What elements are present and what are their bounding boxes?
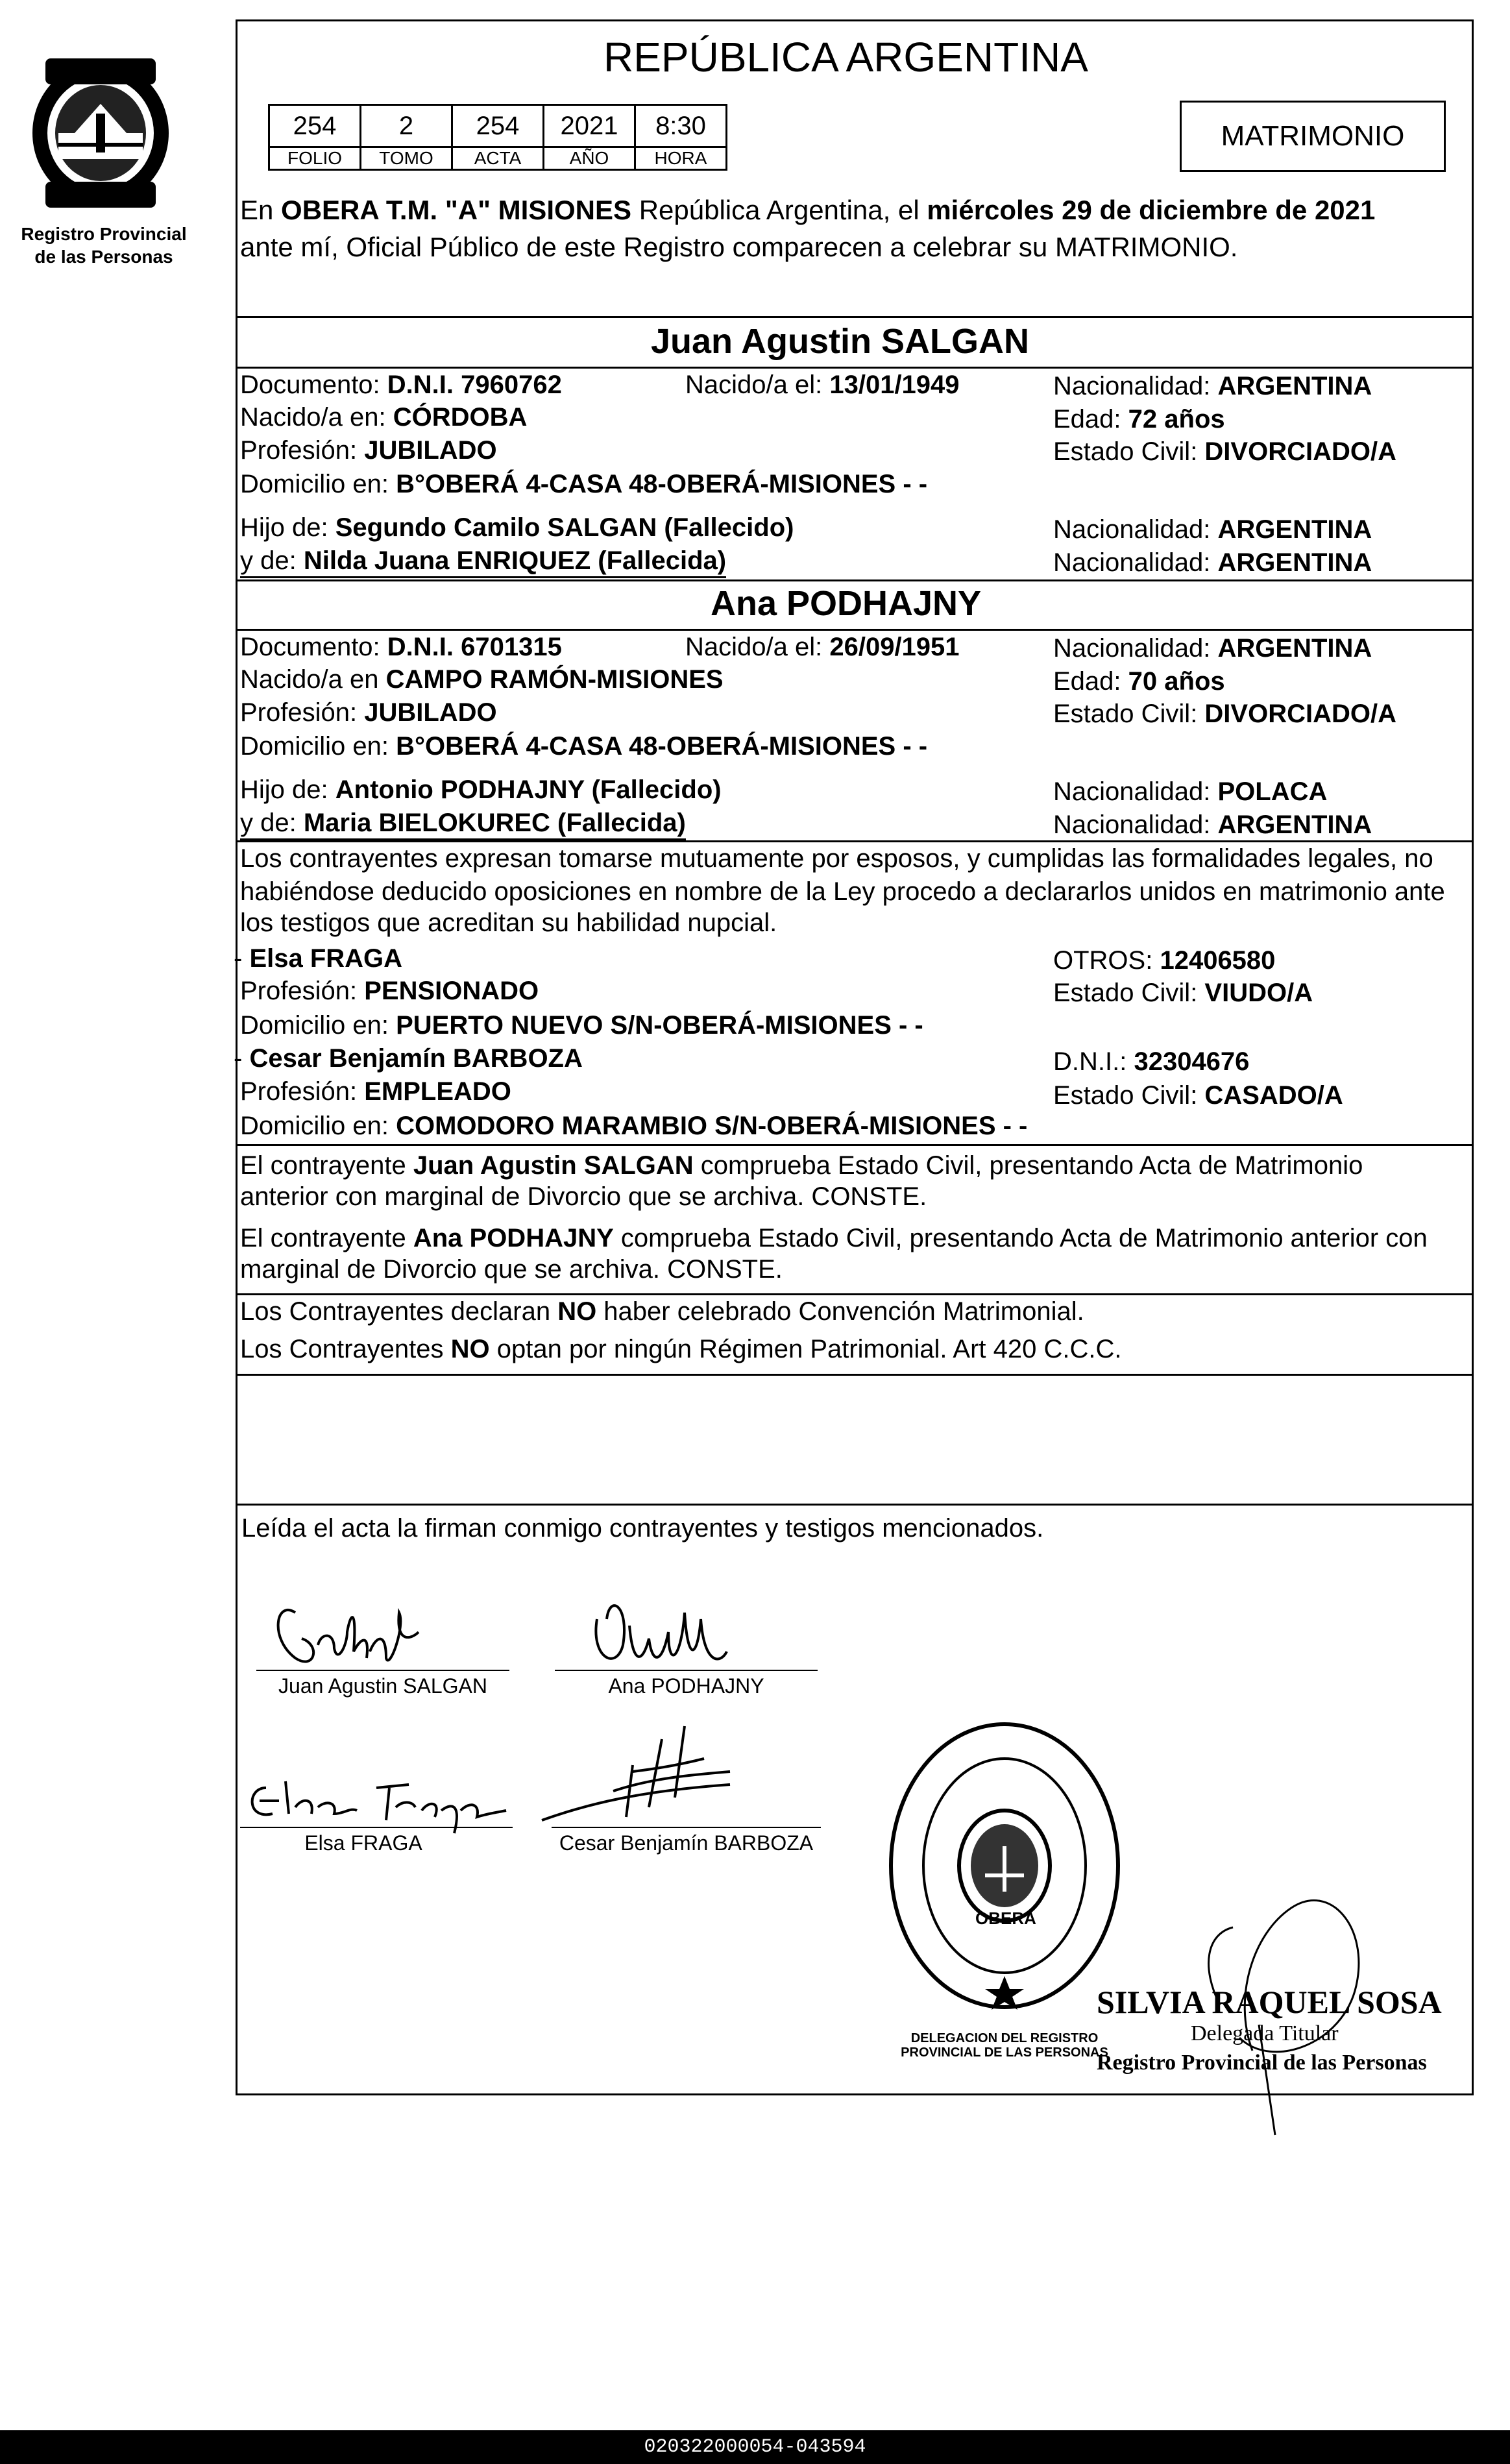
witness1-name: - Elsa FRAGA [234, 944, 403, 973]
org-name-line2: de las Personas [34, 247, 173, 267]
spouse1-birthdate: Nacido/a el: 13/01/1949 [685, 371, 960, 399]
regime-line2: Los Contrayentes NO optan por ningún Régimen Patrimonial. Art 420 C.C.C. [240, 1335, 1122, 1363]
official-name: SILVIA RAQUEL SOSA [1097, 1984, 1442, 2020]
section-divider [236, 1504, 1474, 1506]
section-divider [236, 629, 1474, 631]
spouse1-age: Edad: 72 años [1053, 405, 1225, 433]
witness2-name: - Cesar Benjamín BARBOZA [234, 1044, 583, 1073]
witness1-profession: Profesión: PENSIONADO [240, 977, 539, 1005]
spouse2-mother: y de: Maria BIELOKUREC (Fallecida) [240, 807, 686, 840]
hora-label: HORA [635, 147, 727, 170]
folio-value: 254 [269, 105, 361, 147]
seal-city: OBERÁ [975, 1909, 1036, 1928]
spouse1-document: Documento: D.N.I. 7960762 [240, 371, 562, 399]
signature-label-ana-podhajny: Ana PODHAJNY [608, 1674, 764, 1698]
witness2-profession: Profesión: EMPLEADO [240, 1077, 511, 1106]
tomo-value: 2 [361, 105, 452, 147]
spouse2-address: Domicilio en: B°OBERÁ 4-CASA 48-OBERÁ-MISIONES - - [240, 732, 928, 761]
acta-value: 254 [452, 105, 544, 147]
spouse2-father: Hijo de: Antonio PODHAJNY (Fallecido) [240, 775, 722, 804]
province-seal-logo [19, 49, 182, 211]
signature-line [555, 1670, 818, 1671]
note2-line1: El contrayente Ana PODHAJNY comprueba Estado Civil, presentando Acta de Matrimonio anterior con [240, 1224, 1428, 1252]
section-divider [236, 579, 1474, 581]
spouse2-nationality: Nacionalidad: ARGENTINA [1053, 634, 1372, 663]
spouse2-age: Edad: 70 años [1053, 667, 1225, 696]
regime-line1: Los Contrayentes declaran NO haber celebrado Convención Matrimonial. [240, 1297, 1084, 1326]
spouse1-father: Hijo de: Segundo Camilo SALGAN (Fallecido) [240, 513, 794, 542]
spouse1-name: Juan Agustin SALGAN [651, 322, 1030, 361]
signature-label-juan-salgan: Juan Agustin SALGAN [278, 1674, 487, 1698]
note1-line2: anterior con marginal de Divorcio que se archiva. CONSTE. [240, 1182, 927, 1211]
witness2-id: D.N.I.: 32304676 [1053, 1047, 1250, 1076]
folio-label: FOLIO [269, 147, 361, 170]
anio-value: 2021 [544, 105, 635, 147]
declaration-line1: Los contrayentes expresan tomarse mutuamente por esposos, y cumplidas las formalidades legales, no [240, 844, 1433, 873]
document-type-box: MATRIMONIO [1180, 101, 1446, 172]
spouse1-nationality: Nacionalidad: ARGENTINA [1053, 372, 1372, 400]
spouse2-birthdate: Nacido/a el: 26/09/1951 [685, 633, 960, 661]
org-name-line1: Registro Provincial [21, 224, 187, 244]
spouse1-father-nationality: Nacionalidad: ARGENTINA [1053, 515, 1372, 544]
spouse2-name: Ana PODHAJNY [711, 584, 982, 623]
section-divider [236, 1374, 1474, 1376]
official-org: Registro Provincial de las Personas [1097, 2051, 1427, 2075]
declaration-line2: habiéndose deducido oposiciones en nombre de la Ley procedo a declararlos unidos en matrimonio ante [240, 877, 1445, 906]
witness1-id: OTROS: 12406580 [1053, 946, 1276, 975]
signature-label-elsa-fraga: Elsa FRAGA [304, 1831, 422, 1855]
section-divider [236, 316, 1474, 318]
section-divider [236, 367, 1474, 369]
spouse1-address: Domicilio en: B°OBERÁ 4-CASA 48-OBERÁ-MISIONES - - [240, 470, 928, 498]
intro-line2: ante mí, Oficial Público de este Registro comparecen a celebrar su MATRIMONIO. [240, 232, 1238, 262]
witness1-address: Domicilio en: PUERTO NUEVO S/N-OBERÁ-MISIONES - - [240, 1011, 923, 1040]
signature-line [256, 1670, 509, 1671]
witness2-civil-status: Estado Civil: CASADO/A [1053, 1081, 1343, 1110]
spouse1-birthplace: Nacido/a en: CÓRDOBA [240, 403, 528, 432]
country-title: REPÚBLICA ARGENTINA [603, 34, 1088, 80]
spouse2-father-nationality: Nacionalidad: POLACA [1053, 777, 1328, 806]
closing-statement: Leída el acta la firman conmigo contrayentes y testigos mencionados. [241, 1514, 1044, 1543]
official-seal-stamp [881, 1716, 1128, 2018]
barcode-footer: 020322000054-043594 [0, 2430, 1510, 2464]
section-divider [236, 1293, 1474, 1295]
signature-cesar-barboza [535, 1713, 743, 1833]
witness1-civil-status: Estado Civil: VIUDO/A [1053, 979, 1313, 1007]
spouse1-mother: y de: Nilda Juana ENRIQUEZ (Fallecida) [240, 545, 726, 578]
witness2-address: Domicilio en: COMODORO MARAMBIO S/N-OBERÁ-MISIONES - - [240, 1112, 1028, 1140]
intro-line1: En OBERA T.M. "A" MISIONES República Argentina, el miércoles 29 de diciembre de 2021 [240, 195, 1376, 225]
spouse2-birthplace: Nacido/a en CAMPO RAMÓN-MISIONES [240, 665, 724, 694]
spouse2-document: Documento: D.N.I. 6701315 [240, 633, 562, 661]
seal-caption: DELEGACION DEL REGISTRO PROVINCIAL DE LAS PERSONAS [901, 2031, 1108, 2060]
spouse1-mother-nationality: Nacionalidad: ARGENTINA [1053, 548, 1372, 577]
hora-value: 8:30 [635, 105, 727, 147]
record-numbers-table [268, 104, 727, 171]
declaration-line3: los testigos que acreditan su habilidad nupcial. [240, 909, 777, 937]
official-role: Delegada Titular [1191, 2021, 1339, 2045]
spouse2-mother-nationality: Nacionalidad: ARGENTINA [1053, 811, 1372, 839]
signature-line [552, 1827, 821, 1828]
signature-label-cesar-barboza: Cesar Benjamín BARBOZA [559, 1831, 814, 1855]
spouse2-civil-status: Estado Civil: DIVORCIADO/A [1053, 700, 1396, 728]
tomo-label: TOMO [361, 147, 452, 170]
anio-label: AÑO [544, 147, 635, 170]
section-divider [236, 840, 1474, 842]
spouse1-civil-status: Estado Civil: DIVORCIADO/A [1053, 437, 1396, 466]
note1-line1: El contrayente Juan Agustin SALGAN comprueba Estado Civil, presentando Acta de Matrimonio [240, 1151, 1363, 1180]
spouse2-profession: Profesión: JUBILADO [240, 698, 497, 727]
note2-line2: marginal de Divorcio que se archiva. CONSTE. [240, 1255, 783, 1284]
signature-line [240, 1827, 513, 1828]
spouse1-profession: Profesión: JUBILADO [240, 436, 497, 465]
section-divider [236, 1144, 1474, 1146]
acta-label: ACTA [452, 147, 544, 170]
